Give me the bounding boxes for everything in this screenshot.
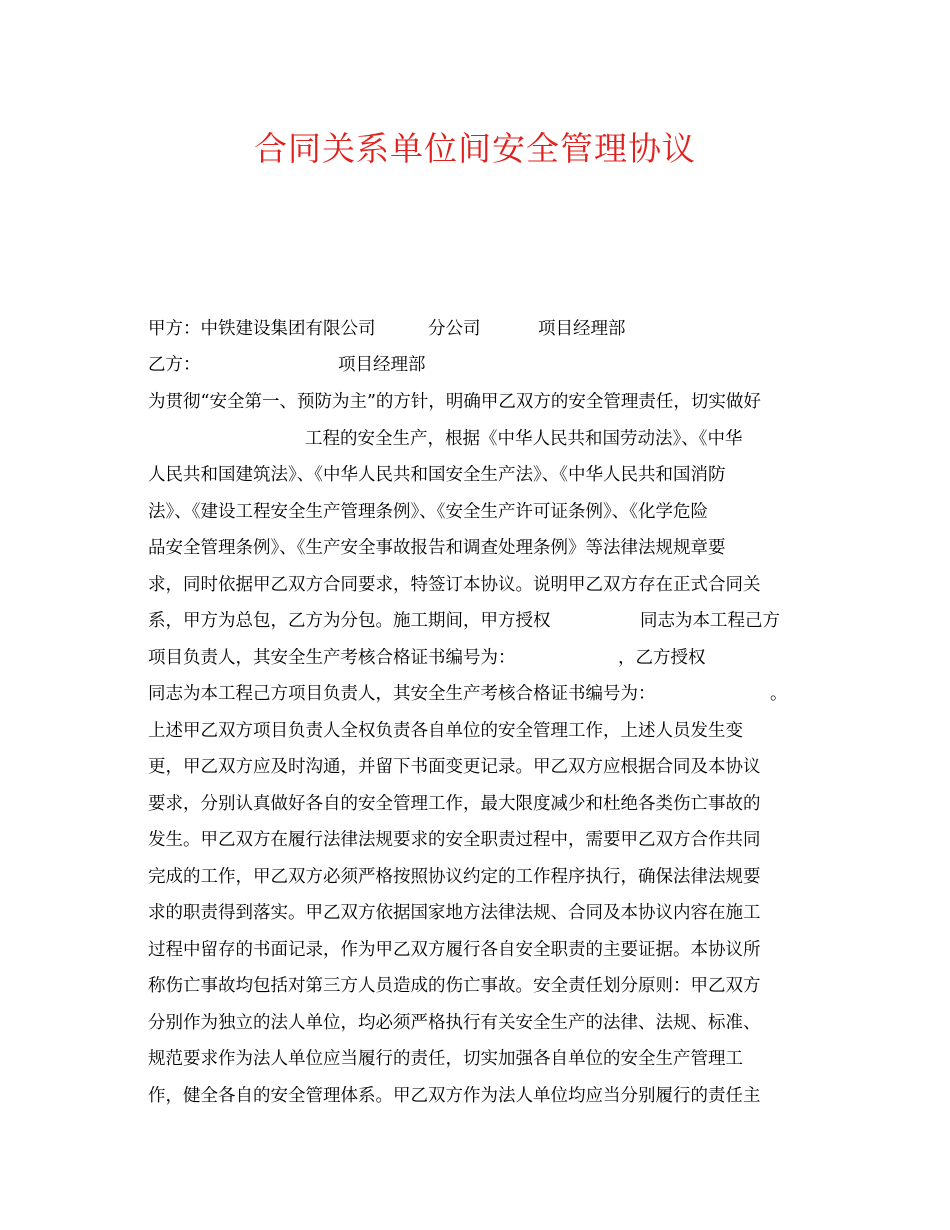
body-line-segment: 。 xyxy=(770,684,788,704)
body-line: 过程中留存的书面记录，作为甲乙双方履行各自安全职责的主要证据。本协议所 xyxy=(148,940,761,960)
body-line-segment: 项目负责人，其安全生产考核合格证书编号为： xyxy=(148,648,516,668)
party-a-dept: 项目经理部 xyxy=(538,319,626,339)
body-line: 要求，分别认真做好各自的安全管理工作，最大限度减少和杜绝各类伤亡事故的 xyxy=(148,794,761,814)
party-a-label: 甲方：中铁建设集团有限公司 xyxy=(148,319,376,339)
body-line-segment: 系，甲方为总包，乙方为分包。施工期间，甲方授权 xyxy=(148,611,551,631)
body-line: 作，健全各自的安全管理体系。甲乙双方作为法人单位均应当分别履行的责任主 xyxy=(148,1086,761,1106)
document-title: 合同关系单位间安全管理协议 xyxy=(254,129,696,168)
body-line: 分别作为独立的法人单位，均必须严格执行有关安全生产的法律、法规、标准、 xyxy=(148,1013,761,1033)
body-line: 称伤亡事故均包括对第三方人员造成的伤亡事故。安全责任划分原则：甲乙双方 xyxy=(148,976,761,996)
body-line: 品安全管理条例》、《生产安全事故报告和调查处理条例》等法律法规规章要 xyxy=(148,538,726,558)
party-b-dept: 项目经理部 xyxy=(338,355,426,375)
body-line: 上述甲乙双方项目负责人全权负责各自单位的安全管理工作，上述人员发生变 xyxy=(148,721,743,741)
body-line: 更，甲乙双方应及时沟通，并留下书面变更记录。甲乙双方应根据合同及本协议 xyxy=(148,757,761,777)
body-line: 求，同时依据甲乙双方合同要求，特签订本协议。说明甲乙双方存在正式合同关 xyxy=(148,575,761,595)
body-line-segment: 同志为本工程己方 xyxy=(640,611,780,631)
body-line-segment: ，乙方授权 xyxy=(618,648,706,668)
body-line: 发生。甲乙双方在履行法律法规要求的安全职责过程中，需要甲乙双方合作共同 xyxy=(148,830,761,850)
body-line: 规范要求作为法人单位应当履行的责任，切实加强各自单位的安全生产管理工 xyxy=(148,1049,743,1069)
body-line: 求的职责得到落实。甲乙双方依据国家地方法律法规、合同及本协议内容在施工 xyxy=(148,903,761,923)
party-a-branch: 分公司 xyxy=(428,319,481,339)
body-line: 人民共和国建筑法》、《中华人民共和国安全生产法》、《中华人民共和国消防 xyxy=(148,465,726,485)
body-line: 为贯彻“安全第一、预防为主”的方针，明确甲乙双方的安全管理责任，切实做好 xyxy=(148,392,761,412)
body-line-segment: 同志为本工程己方项目负责人，其安全生产考核合格证书编号为： xyxy=(148,684,656,704)
party-b-label: 乙方： xyxy=(148,355,201,375)
body-line: 法》、《建设工程安全生产管理条例》、《安全生产许可证条例》、《化学危险 xyxy=(148,502,708,522)
body-line: 完成的工作，甲乙双方必须严格按照协议约定的工作程序执行，确保法律法规要 xyxy=(148,867,761,887)
body-line: 工程的安全生产，根据《中华人民共和国劳动法》、《中华 xyxy=(305,429,743,449)
